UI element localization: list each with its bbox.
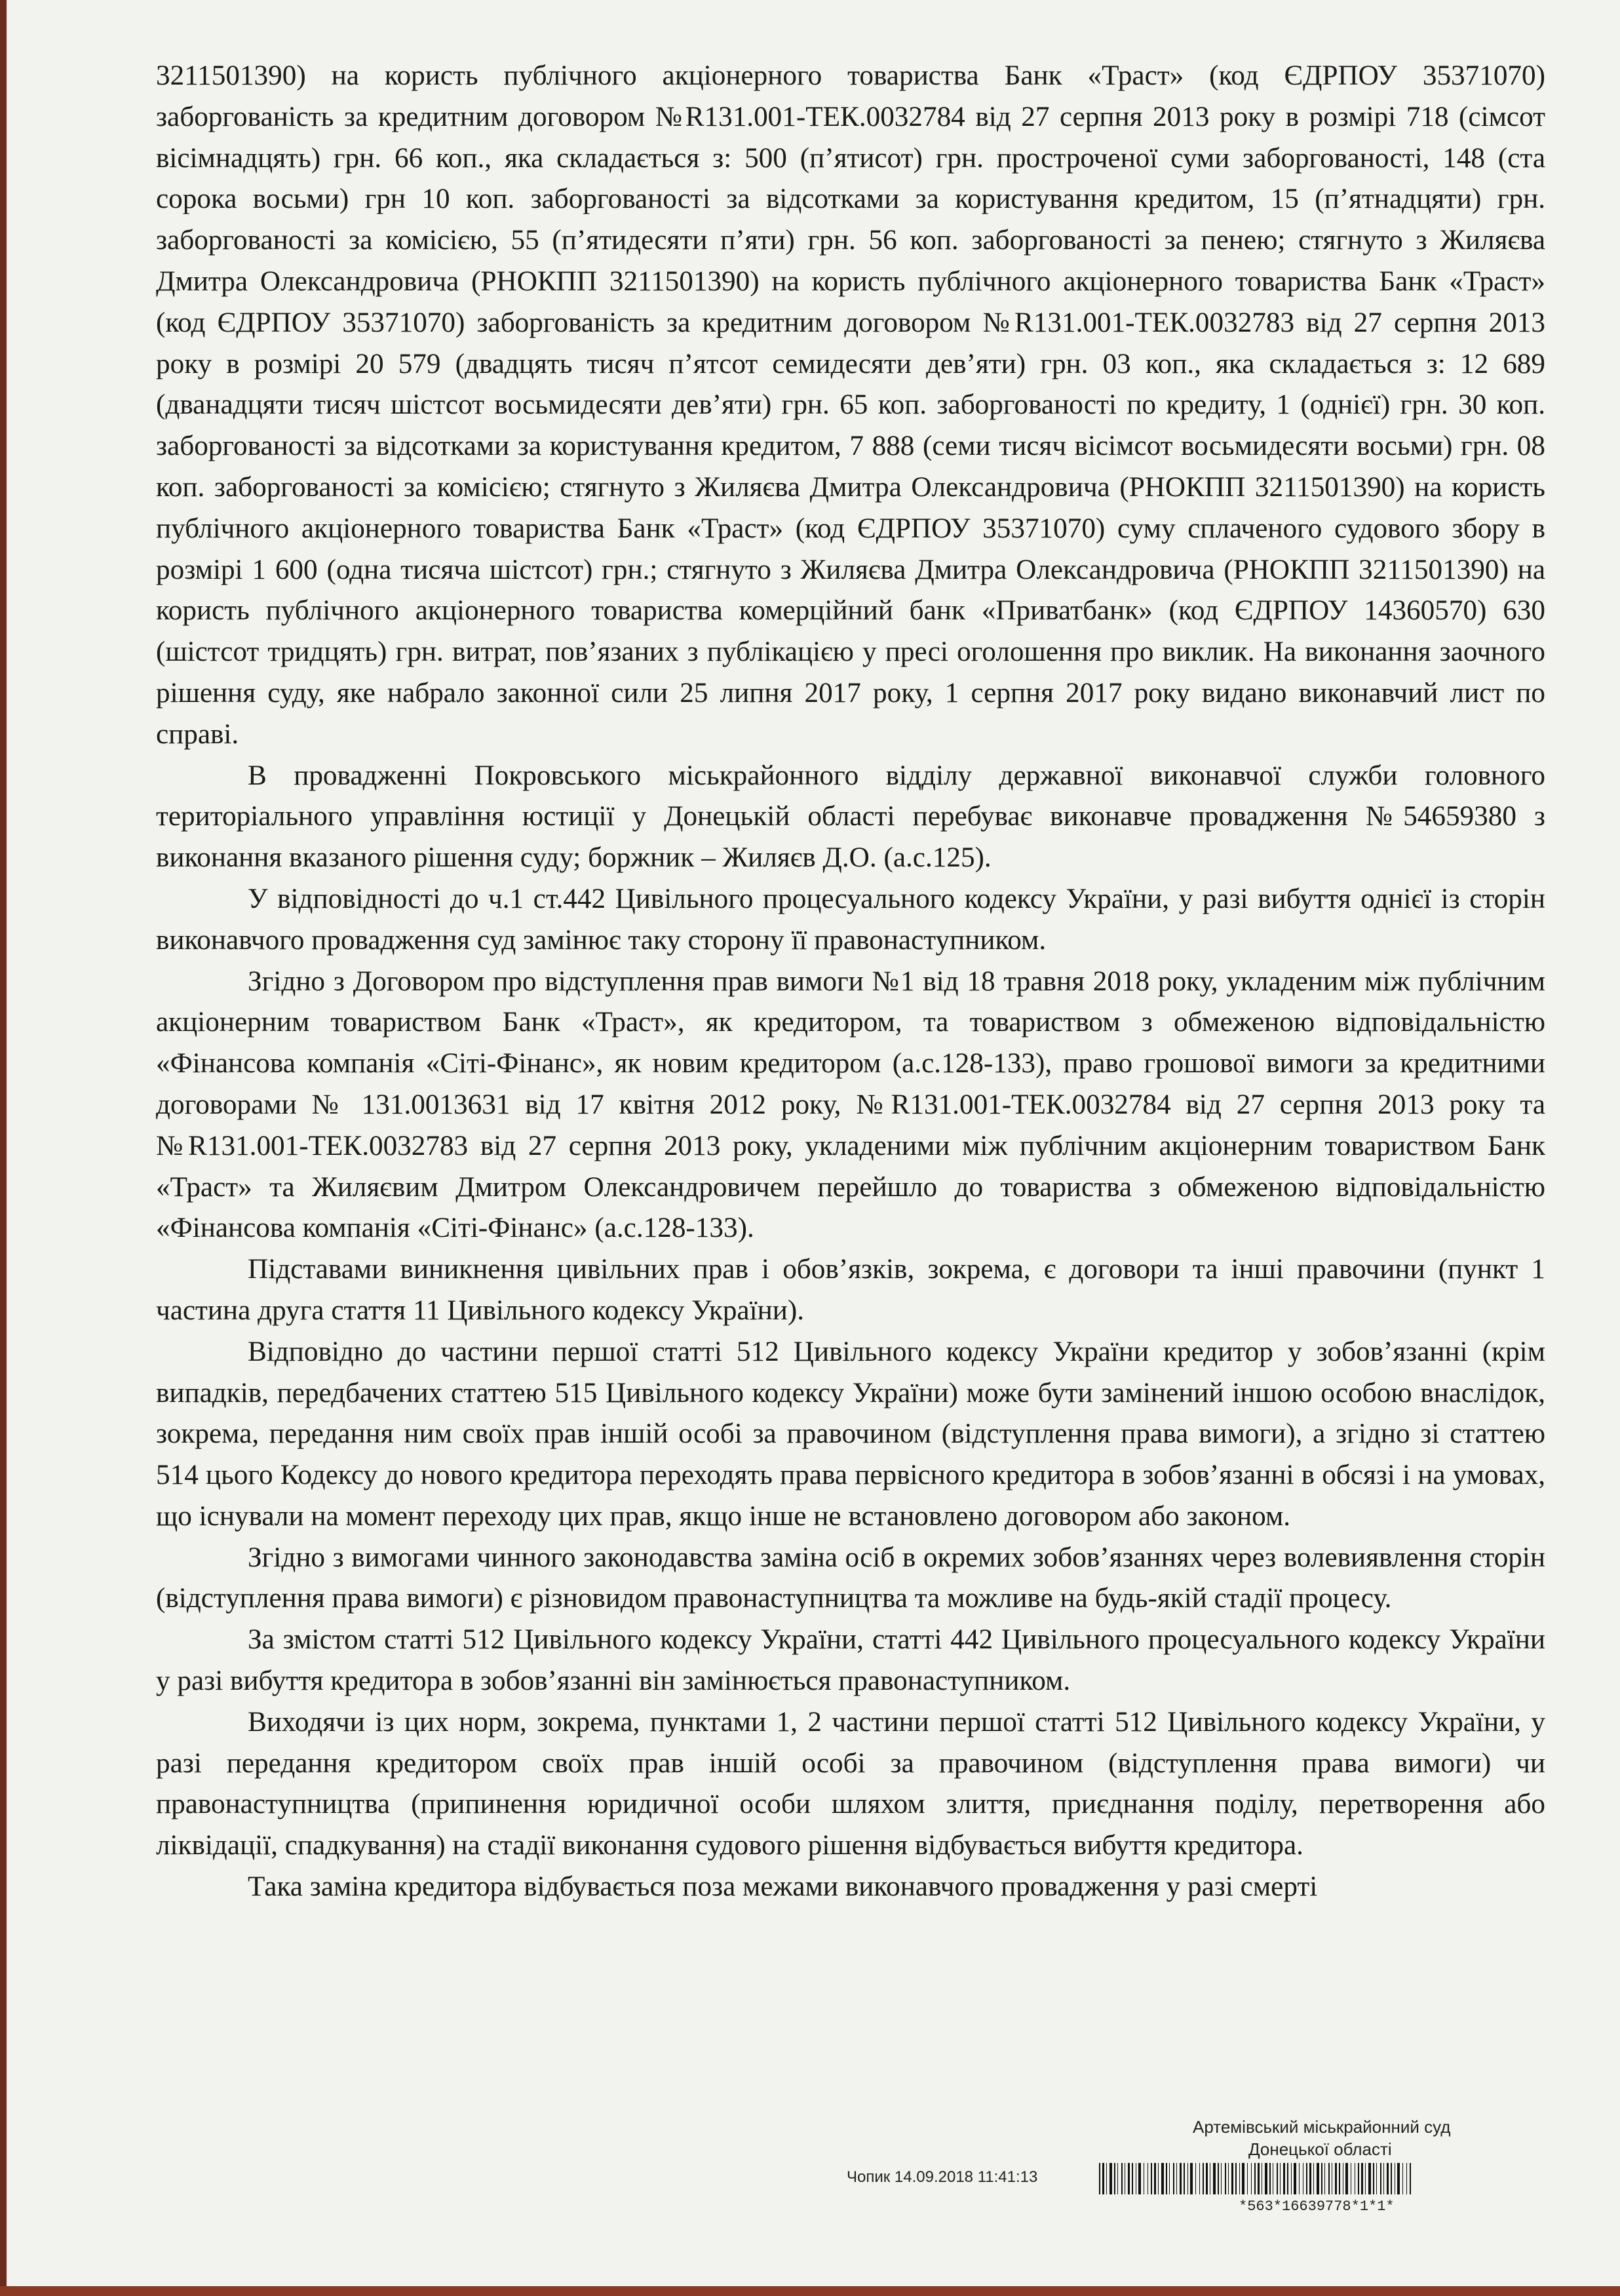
- paragraph-6: Відповідно до частини першої статті 512 Цивільного кодексу України кредитор у зобов’язанні (крім випадків, передбачених статтею 515 Цивільного кодексу України) може бути замінений іншою особою внаслідок, зокрема, передання ним своїх прав іншій особі за правочином (відступлення права вимоги), а згідно зі статтею 514 цього Кодексу до нового кредитора переходять права первісного кредитора в зобов’язанні в обсязі і на умовах, що існували на момент переходу цих прав, якщо інше не встановлено договором або законом.: [156, 1336, 1545, 1532]
- court-name: Артемівський міськрайонний суд: [1193, 2117, 1451, 2137]
- paragraph-5: Підставами виникнення цивільних прав і обов’язків, зокрема, є договори та інші правочини (пункт 1 частина друга стаття 11 Цивільного кодексу України).: [156, 1254, 1545, 1326]
- registration-stamp: [839, 2117, 1527, 2274]
- barcode: [1099, 2163, 1412, 2194]
- scan-edge-left: [0, 0, 7, 2296]
- paragraph-4: Згідно з Договором про відступлення прав вимоги №1 від 18 травня 2018 року, укладеним між публічним акціонерним товариством Банк «Траст», як кредитором, та товариством з обмеженою відповідальністю «Фінансова компанія «Сіті-Фінанс», як новим кредитором (а.с.128-133), право грошової вимоги за кредитними договорами № 131.0013631 від 17 квітня 2012 року, №R131.001-ТЕК.0032784 від 27 серпня 2013 року та №R131.001-ТЕК.0032783 від 27 серпня 2013 року, укладеними між публічним акціонерним товариством Банк «Траст» та Жиляєвим Дмитром Олександровичем перейшло до товариства з обмеженою відповідальністю «Фінансова компанія «Сіті-Фінанс» (а.с.128-133).: [156, 965, 1545, 1244]
- paragraph-1: 3211501390) на користь публічного акціонерного товариства Банк «Траст» (код ЄДРПОУ 35371070) заборгованість за кредитним договором №R131.001-ТЕК.0032784 від 27 серпня 2013 року в розмірі 718 (сімсот вісімнадцять) грн. 66 коп., яка складається з: 500 (п’ятисот) грн. простроченої суми заборгованості, 148 (ста сорока восьми) грн 10 коп. заборгованості за відсотками за користування кредитом, 15 (п’ятнадцяти) грн. заборгованості за комісією, 55 (п’ятидесяти п’яти) грн. 56 коп. заборгованості за пенею; стягнуто з Жиляєва Дмитра Олександровича (РНОКПП 3211501390) на користь публічного акціонерного товариства Банк «Траст» (код ЄДРПОУ 35371070) заборгованість за кредитним договором №R131.001-ТЕК.0032783 від 27 серпня 2013 року в розмірі 20 579 (двадцять тисяч п’ятсот семидесяти дев’яти) грн. 03 коп., яка складається з: 12 689 (дванадцяти тисяч шістсот восьмидесяти дев’яти) грн. 65 коп. заборгованості по кредиту, 1 (однієї) грн. 30 коп. заборгованості за відсотками за користування кредитом, 7 888 (семи тисяч вісімсот восьмидесяти восьми) грн. 08 коп. заборгованості за комісією; стягнуто з Жиляєва Дмитра Олександровича (РНОКПП 3211501390) на користь публічного акціонерного товариства Банк «Траст» (код ЄДРПОУ 35371070) суму сплаченого судового збору в розмірі 1 600 (одна тисяча шістсот) грн.; стягнуто з Жиляєва Дмитра Олександровича (РНОКПП 3211501390) на користь публічного акціонерного товариства комерційний банк «Приватбанк» (код ЄДРПОУ 14360570) 630 (шістсот тридцять) грн. витрат, пов’язаних з публікацією у пресі оголошення про виклик. На виконання заочного рішення суду, яке набрало законної сили 25 липня 2017 року, 1 серпня 2017 року видано виконавчий лист по справі.: [156, 60, 1545, 750]
- paragraph-3: У відповідності до ч.1 ст.442 Цивільного процесуального кодексу України, у разі вибуття однієї із сторін виконавчого провадження суд замінює таку сторону її правонаступником.: [156, 883, 1545, 956]
- paragraph-9: Виходячи із цих норм, зокрема, пунктами 1, 2 частини першої статті 512 Цивільного кодексу України, у разі передання кредитором своїх прав іншій особі за правочином (відступлення права вимоги) чи правонаступництва (припинення юридичної особи шляхом злиття, приєднання поділу, перетворення або ліквідації, спадкування) на стадії виконання судового рішення відбувається вибуття кредитора.: [156, 1706, 1545, 1861]
- paragraph-10: Така заміна кредитора відбувається поза межами виконавчого провадження у разі смерті: [248, 1871, 1318, 1903]
- scan-edge-bottom: [0, 2286, 1620, 2296]
- barcode-number: *563*16639778*1*1*: [1239, 2198, 1395, 2215]
- registration-line: Чопик 14.09.2018 11:41:13: [847, 2168, 1038, 2186]
- document-body: [156, 56, 1545, 1908]
- court-region: Донецької області: [1248, 2139, 1392, 2159]
- paragraph-8: За змістом статті 512 Цивільного кодексу України, статті 442 Цивільного процесуального кодексу України у разі вибуття кредитора в зобов’язанні він замінюється правонаступником.: [156, 1624, 1545, 1697]
- paragraph-7: Згідно з вимогами чинного законодавства заміна осіб в окремих зобов’язаннях через волевиявлення сторін (відступлення права вимоги) є різновидом правонаступництва та можливе на будь-якій стадії процесу.: [156, 1542, 1545, 1614]
- paragraph-2: В провадженні Покровського міськрайонного відділу державної виконавчої служби головного територіального управління юстиції у Донецькій області перебуває виконавче провадження №54659380 з виконання вказаного рішення суду; боржник – Жиляєв Д.О. (а.с.125).: [156, 760, 1545, 874]
